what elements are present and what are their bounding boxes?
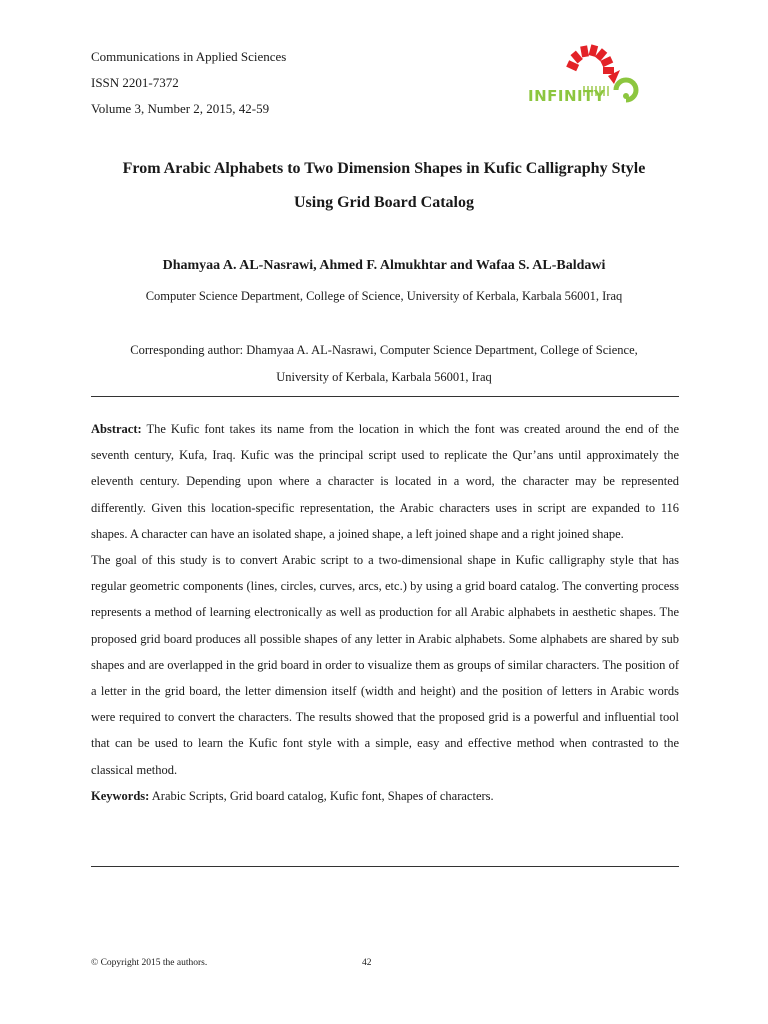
abstract-paragraph-2: The goal of this study is to convert Arabic script to a two-dimensional shape in Kufic calligraphy style that has regular geometric components (lines, circles, curves, arcs, etc.) by using a grid board catalog. The converting process represents a method of learning electronically as well as production for all Arabic alphabets in aesthetic shapes. The proposed grid board produces all possible shapes of any letter in Arabic alphabets. Some alphabets are shared by sub shapes and are overlapped in the grid board in order to visualize them as groups of similar characters. The position of a letter in the grid board, the letter dimension itself (width and height) and the position of letters in Arabic words were required to convert the characters. The results showed that the proposed grid is a powerful and influential tool that can be used to learn the Kufic font style with a simple, easy and effective method when contrasted to the classical method. bbox=[91, 553, 679, 777]
keywords-text: Arabic Scripts, Grid board catalog, Kufic font, Shapes of characters. bbox=[149, 788, 494, 803]
divider-bottom bbox=[91, 866, 679, 867]
logo-wordmark: INFINITY bbox=[528, 87, 606, 105]
title-line-2: Using Grid Board Catalog bbox=[293, 194, 474, 211]
divider-top bbox=[91, 396, 679, 397]
title-line-1: From Arabic Alphabets to Two Dimension Shapes in Kufic Calligraphy Style bbox=[122, 160, 646, 177]
journal-name: Communications in Applied Sciences bbox=[91, 49, 287, 64]
abstract-section bbox=[91, 416, 679, 809]
abstract-label: Abstract: bbox=[91, 422, 142, 436]
journal-volume: Volume 3, Number 2, 2015, 42-59 bbox=[91, 101, 270, 116]
authors: Dhamyaa A. AL-Nasrawi, Ahmed F. Almukhtar and Wafaa S. AL-Baldawi bbox=[162, 258, 606, 273]
keywords bbox=[91, 783, 679, 809]
corresponding-line-1: Corresponding author: Dhamyaa A. AL-Nasrawi, Computer Science Department, College of Science, bbox=[130, 343, 638, 357]
abstract-text-1: The Kufic font takes its name from the location in which the font was created around the end of the seventh century, Kufa, Iraq. Kufic was the principal script used to replicate the Qur’ans until approximately the eleventh century. Depending upon where a character is located in a word, the character may be represented differently. Given this location-specific representation, the Arabic characters uses in script are expanded to 116 shapes. A character can have an isolated shape, a joined shape, a left joined shape and a right joined shape. bbox=[91, 422, 679, 541]
abstract-paragraph-1 bbox=[91, 416, 679, 547]
infinity-logo bbox=[528, 40, 642, 112]
journal-header bbox=[91, 44, 286, 122]
copyright: © Copyright 2015 the authors. bbox=[91, 958, 208, 968]
page-number: 42 bbox=[362, 958, 372, 968]
journal-issn: ISSN 2201-7372 bbox=[91, 75, 179, 90]
corresponding-author bbox=[60, 337, 708, 391]
keywords-label: Keywords: bbox=[91, 788, 150, 803]
affiliation: Computer Science Department, College of Science, University of Kerbala, Karbala 56001, Iraq bbox=[145, 289, 623, 303]
paper-title bbox=[60, 152, 708, 220]
corresponding-line-2: University of Kerbala, Karbala 56001, Iraq bbox=[276, 370, 492, 384]
